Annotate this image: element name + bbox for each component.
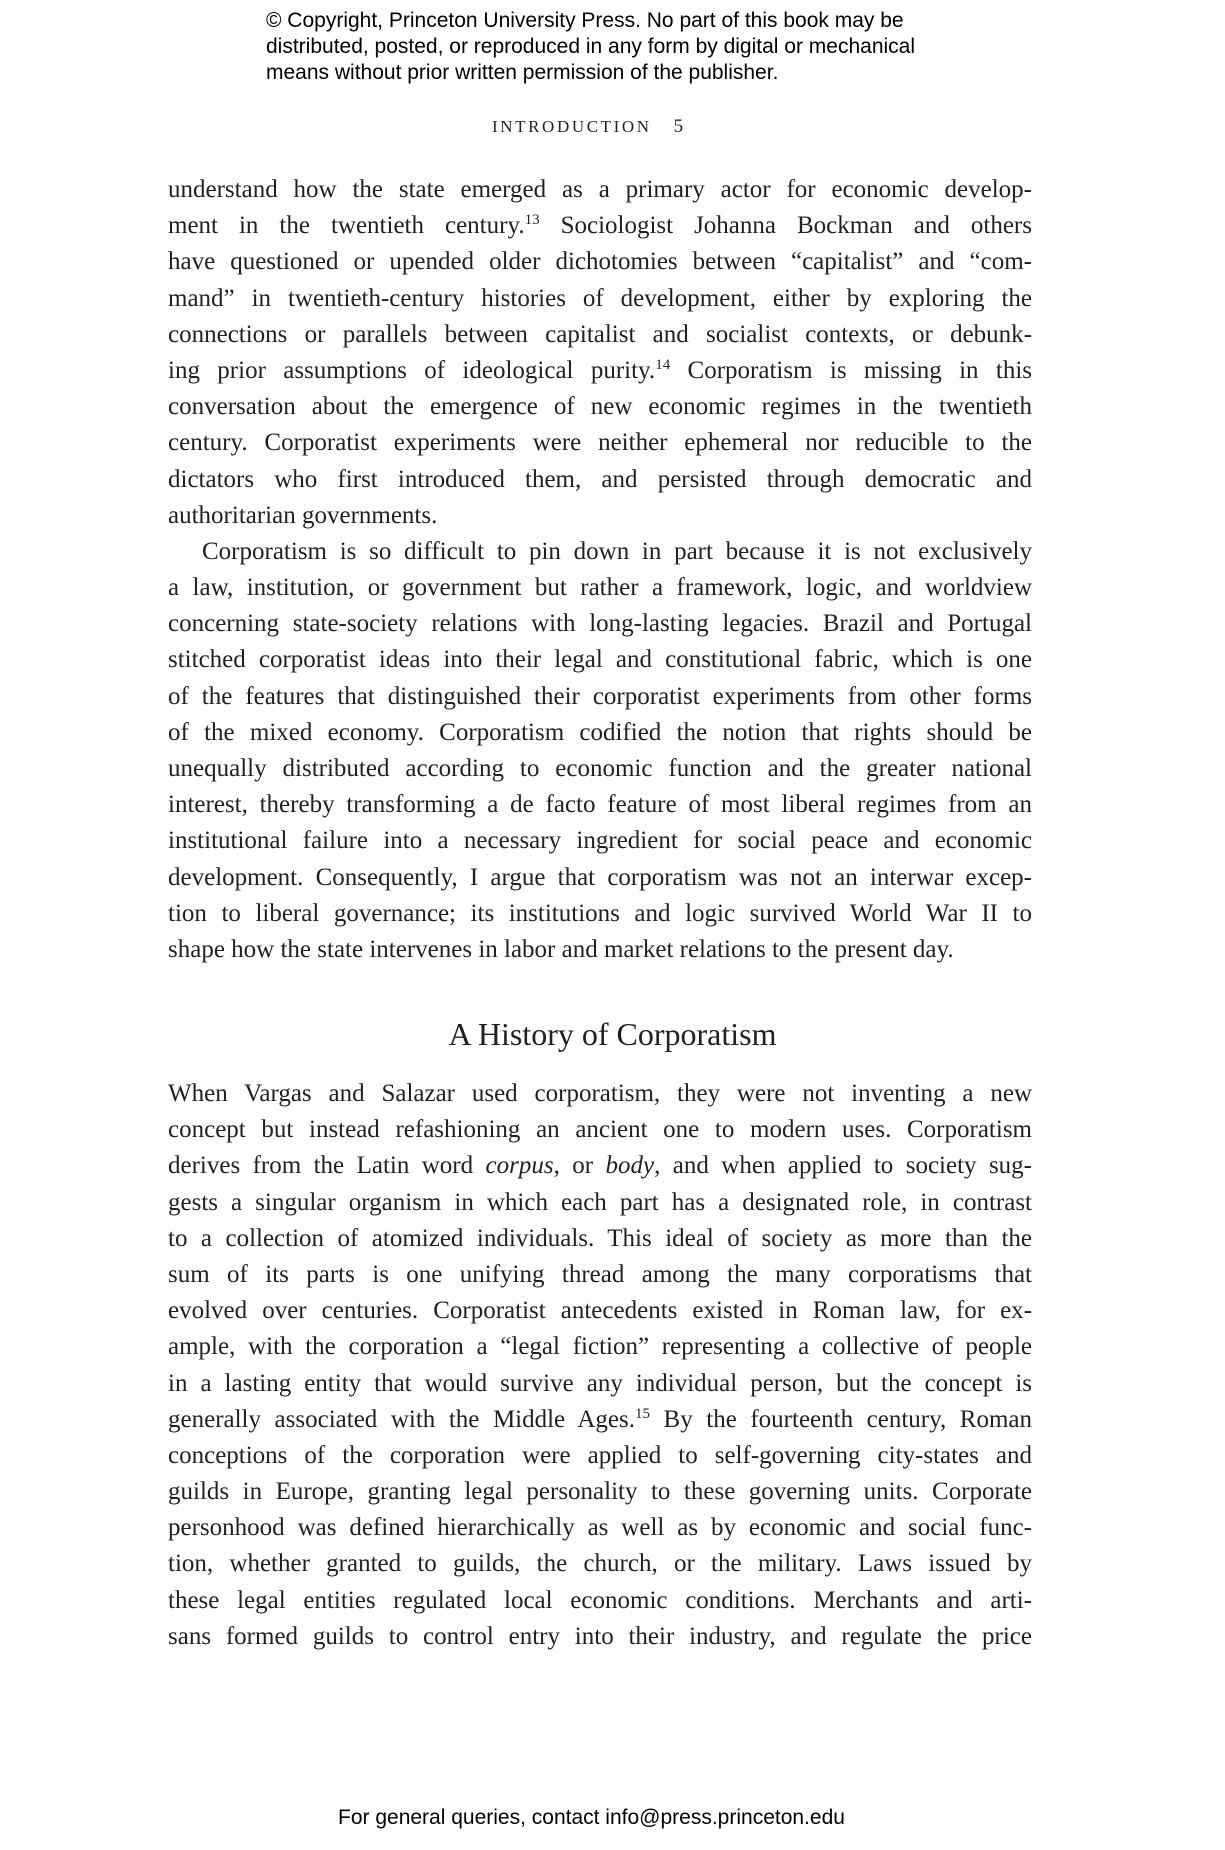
text-run: have questioned or upended older dichotomies between “capitalist” and “com-	[168, 248, 1032, 276]
text-run: century. Corporatist experiments were neither ephemeral nor reducible to the	[168, 429, 1032, 457]
text-run: in a lasting entity that would survive any individual person, but the concept is	[168, 1369, 1032, 1397]
footer-contact: For general queries, contact info@press.princeton.edu	[338, 1806, 845, 1829]
footnote-ref: 13	[524, 212, 540, 229]
text-line	[168, 751, 1032, 787]
text-run: tion, whether granted to guilds, the church, or the military. Laws issued by	[168, 1550, 1032, 1578]
text-line	[168, 244, 1032, 280]
text-line	[168, 353, 1032, 389]
text-line	[168, 1148, 1032, 1184]
text-run: interest, thereby transforming a de facto feature of most liberal regimes from an	[168, 791, 1032, 819]
text-line	[168, 389, 1032, 425]
text-run: of the mixed economy. Corporatism codified the notion that rights should be	[168, 718, 1032, 746]
paragraph	[168, 172, 1032, 534]
text-run: generally associated with the Middle Ages.	[168, 1405, 635, 1433]
text-line	[168, 1546, 1032, 1582]
text-run: conversation about the emergence of new economic regimes in the twentieth	[168, 393, 1032, 421]
page-number: 5	[673, 116, 684, 137]
text-run: personhood was defined hierarchically as well as by economic and social func-	[168, 1514, 1032, 1542]
body-text-history	[168, 1076, 1032, 1655]
text-run: to a collection of atomized individuals. This ideal of society as more than the	[168, 1224, 1032, 1252]
text-run: By the fourteenth century, Roman	[649, 1405, 1032, 1433]
text-run: derives from the Latin word	[168, 1152, 486, 1180]
text-line	[168, 498, 1032, 534]
text-run: mand” in twentieth-century histories of development, either by exploring the	[168, 284, 1032, 312]
text-run: tion to liberal governance; its institutions and logic survived World War II to	[168, 899, 1032, 927]
text-line	[168, 1510, 1032, 1546]
text-line	[168, 462, 1032, 498]
text-run: ment in the twentieth century.	[168, 212, 525, 240]
text-run: dictators who first introduced them, and persisted through democratic and	[168, 465, 1032, 493]
text-line	[168, 1293, 1032, 1329]
text-run: concerning state-society relations with long-lasting legacies. Brazil and Portugal	[168, 610, 1032, 638]
text-line	[168, 823, 1032, 859]
text-run: Sociologist Johanna Bockman and others	[539, 212, 1032, 240]
text-run: guilds in Europe, granting legal personality to these governing units. Corporate	[168, 1478, 1032, 1506]
paragraph	[168, 534, 1032, 968]
footnote-ref: 15	[634, 1405, 650, 1422]
text-run: connections or parallels between capitalist and socialist contexts, or debunk-	[168, 320, 1032, 348]
copyright-line: distributed, posted, or reproduced in any form by digital or mechanical	[266, 35, 916, 58]
text-line	[168, 1366, 1032, 1402]
text-run: ample, with the corporation a “legal fiction” representing a collective of people	[168, 1333, 1032, 1361]
text-run: sum of its parts is one unifying thread among the many corporatisms that	[168, 1260, 1032, 1288]
text-run: gests a singular organism in which each part has a designated role, in contrast	[168, 1188, 1032, 1216]
running-head-section: INTRODUCTION	[492, 117, 652, 136]
text-run: stitched corporatist ideas into their legal and constitutional fabric, which is one	[168, 646, 1032, 674]
text-run: development. Consequently, I argue that corporatism was not an interwar excep-	[168, 863, 1032, 891]
italic-term: body	[605, 1152, 655, 1180]
text-line	[168, 1402, 1032, 1438]
text-line	[168, 679, 1032, 715]
text-line	[168, 787, 1032, 823]
copyright-line: means without prior written permission of the publisher.	[266, 61, 779, 84]
body-text-intro	[168, 172, 1032, 968]
text-line	[168, 1329, 1032, 1365]
text-run: a law, institution, or government but rather a framework, logic, and worldview	[168, 574, 1032, 602]
text-line	[168, 208, 1032, 244]
text-run: unequally distributed according to economic function and the greater national	[168, 755, 1032, 782]
text-line	[168, 932, 1032, 968]
text-line	[168, 317, 1032, 353]
text-line	[168, 1112, 1032, 1148]
text-run: understand how the state emerged as a primary actor for economic develop-	[168, 176, 1032, 203]
italic-term: corpus	[485, 1152, 554, 1180]
footnote-ref: 14	[655, 356, 671, 373]
text-run: , and when applied to society sug-	[654, 1152, 1032, 1180]
text-line	[168, 570, 1032, 606]
text-line	[168, 1474, 1032, 1510]
text-run: shape how the state intervenes in labor and market relations to the present day.	[168, 935, 954, 963]
section-heading: A History of Corporatism	[448, 1016, 777, 1052]
text-run: institutional failure into a necessary ingredient for social peace and economic	[168, 827, 1032, 855]
text-line	[168, 896, 1032, 932]
text-line	[168, 425, 1032, 461]
text-line	[168, 1438, 1032, 1474]
text-line	[168, 1185, 1032, 1221]
copyright-notice	[266, 8, 986, 86]
text-line	[168, 534, 1032, 570]
text-line	[168, 1583, 1032, 1619]
text-run: these legal entities regulated local economic conditions. Merchants and arti-	[168, 1586, 1032, 1614]
text-line	[168, 1257, 1032, 1293]
text-run: evolved over centuries. Corporatist antecedents existed in Roman law, for ex-	[168, 1297, 1032, 1325]
text-line	[168, 715, 1032, 751]
text-run: concept but instead refashioning an ancient one to modern uses. Corporatism	[168, 1116, 1032, 1144]
text-run: ing prior assumptions of ideological purity.	[168, 356, 656, 384]
text-line	[168, 172, 1032, 208]
text-line	[168, 1619, 1032, 1655]
text-line	[168, 642, 1032, 678]
text-run: , or	[553, 1152, 606, 1180]
text-line	[168, 1076, 1032, 1112]
text-run: When Vargas and Salazar used corporatism, they were not inventing a new	[168, 1080, 1032, 1107]
text-run: sans formed guilds to control entry into their industry, and regulate the price	[168, 1622, 1032, 1650]
text-line	[168, 860, 1032, 896]
text-run: conceptions of the corporation were applied to self-governing city-states and	[168, 1441, 1032, 1469]
text-line	[168, 281, 1032, 317]
paragraph	[168, 1076, 1032, 1655]
copyright-line: © Copyright, Princeton University Press. No part of this book may be	[266, 9, 904, 32]
text-run: authoritarian governments.	[168, 501, 438, 529]
text-line	[168, 606, 1032, 642]
text-run: Corporatism is so difficult to pin down in part because it is not exclusively	[202, 537, 1032, 565]
text-run: Corporatism is missing in this	[670, 356, 1032, 384]
running-head	[492, 116, 683, 138]
text-run: of the features that distinguished their corporatist experiments from other forms	[168, 682, 1032, 710]
text-line	[168, 1221, 1032, 1257]
